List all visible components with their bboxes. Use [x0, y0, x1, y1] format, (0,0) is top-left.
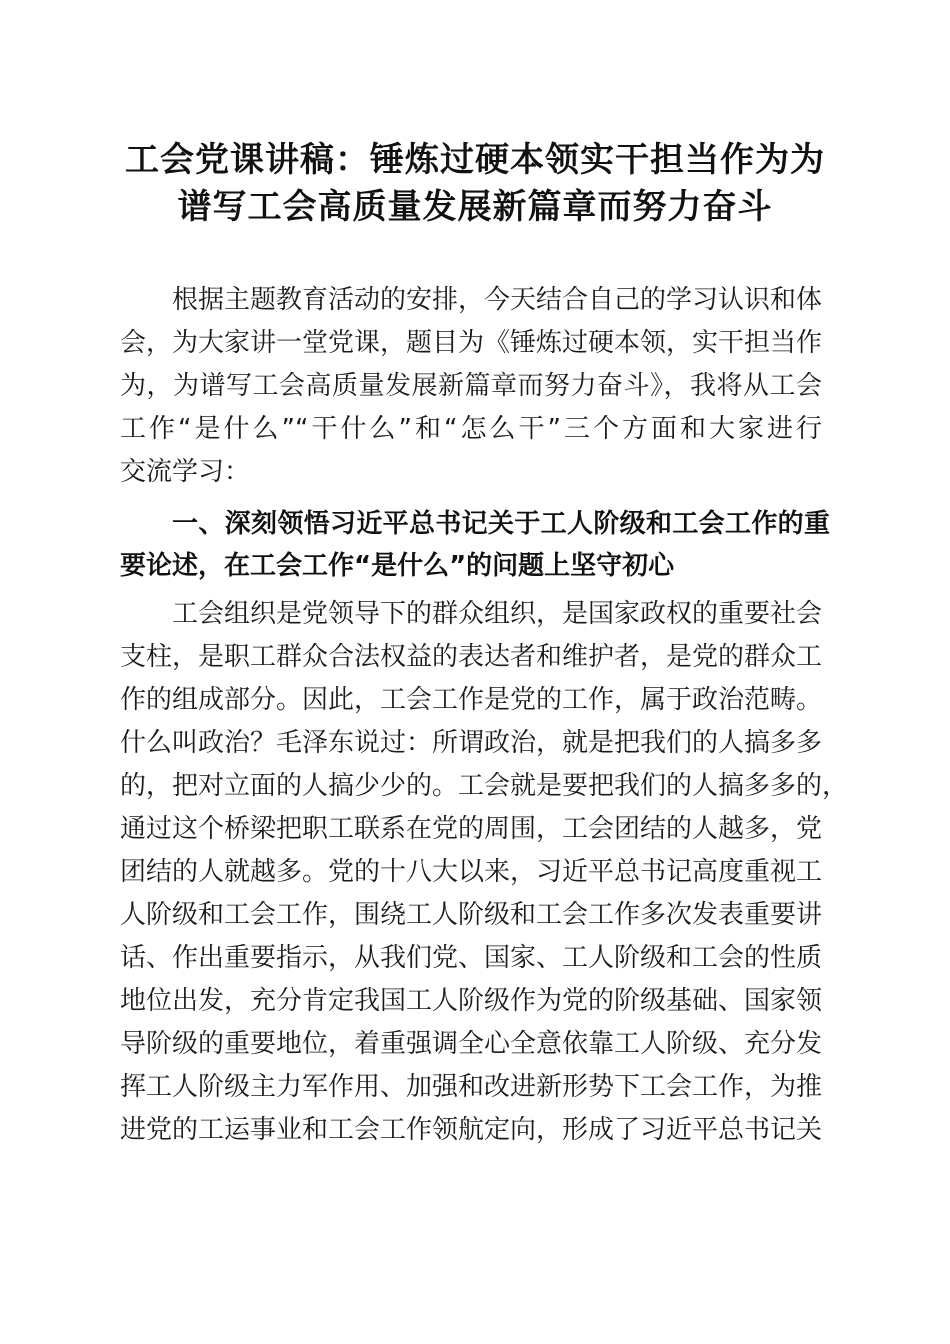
- body-line: 工会组织是党领导下的群众组织，是国家政权的重要社会: [172, 599, 823, 629]
- body-line: 挥工人阶级主力军作用、加强和改进新形势下工会工作，为推: [120, 1072, 823, 1102]
- intro-line: 为，为谱写工会高质量发展新篇章而努力奋斗》，我将从工会: [120, 371, 822, 401]
- heading-line: 要论述，在工会工作“是什么”的问题上坚守初心: [120, 551, 675, 581]
- body-line: 地位出发，充分肯定我国工人阶级作为党的阶级基础、国家领: [120, 986, 823, 1016]
- intro-line: 交流学习：: [120, 457, 251, 487]
- intro-line: 工作“是什么”“干什么”和“怎么干”三个方面和大家进行: [120, 414, 822, 444]
- document-title-line-2: 谱写工会高质量发展新篇章而努力奋斗: [177, 187, 773, 227]
- body-line: 导阶级的重要地位，着重强调全心全意依靠工人阶级、充分发: [120, 1029, 823, 1059]
- body-line: 的，把对立面的人搞少少的。工会就是要把我们的人搞多多的，: [120, 771, 849, 801]
- body-line: 进党的工运事业和工会工作领航定向，形成了习近平总书记关: [120, 1115, 823, 1145]
- document-title-line-1: 工会党课讲稿：锤炼过硬本领实干担当作为为: [125, 140, 825, 180]
- intro-line: 会，为大家讲一堂党课，题目为《锤炼过硬本领，实干担当作: [120, 328, 823, 358]
- body-line: 团结的人就越多。党的十八大以来，习近平总书记高度重视工: [120, 857, 823, 887]
- body-line: 支柱，是职工群众合法权益的表达者和维护者，是党的群众工: [120, 642, 823, 672]
- heading-line: 一、深刻领悟习近平总书记关于工人阶级和工会工作的重: [172, 509, 830, 539]
- body-line: 作的组成部分。因此，工会工作是党的工作，属于政治范畴。: [120, 685, 823, 715]
- body-line: 话、作出重要指示，从我们党、国家、工人阶级和工会的性质: [120, 943, 823, 973]
- intro-line: 根据主题教育活动的安排，今天结合自己的学习认识和体: [172, 285, 823, 315]
- body-line: 什么叫政治？毛泽东说过：所谓政治，就是把我们的人搞多多: [120, 728, 823, 758]
- body-line: 人阶级和工会工作，围绕工人阶级和工会工作多次发表重要讲: [120, 900, 823, 930]
- body-line: 通过这个桥梁把职工联系在党的周围，工会团结的人越多，党: [120, 814, 823, 844]
